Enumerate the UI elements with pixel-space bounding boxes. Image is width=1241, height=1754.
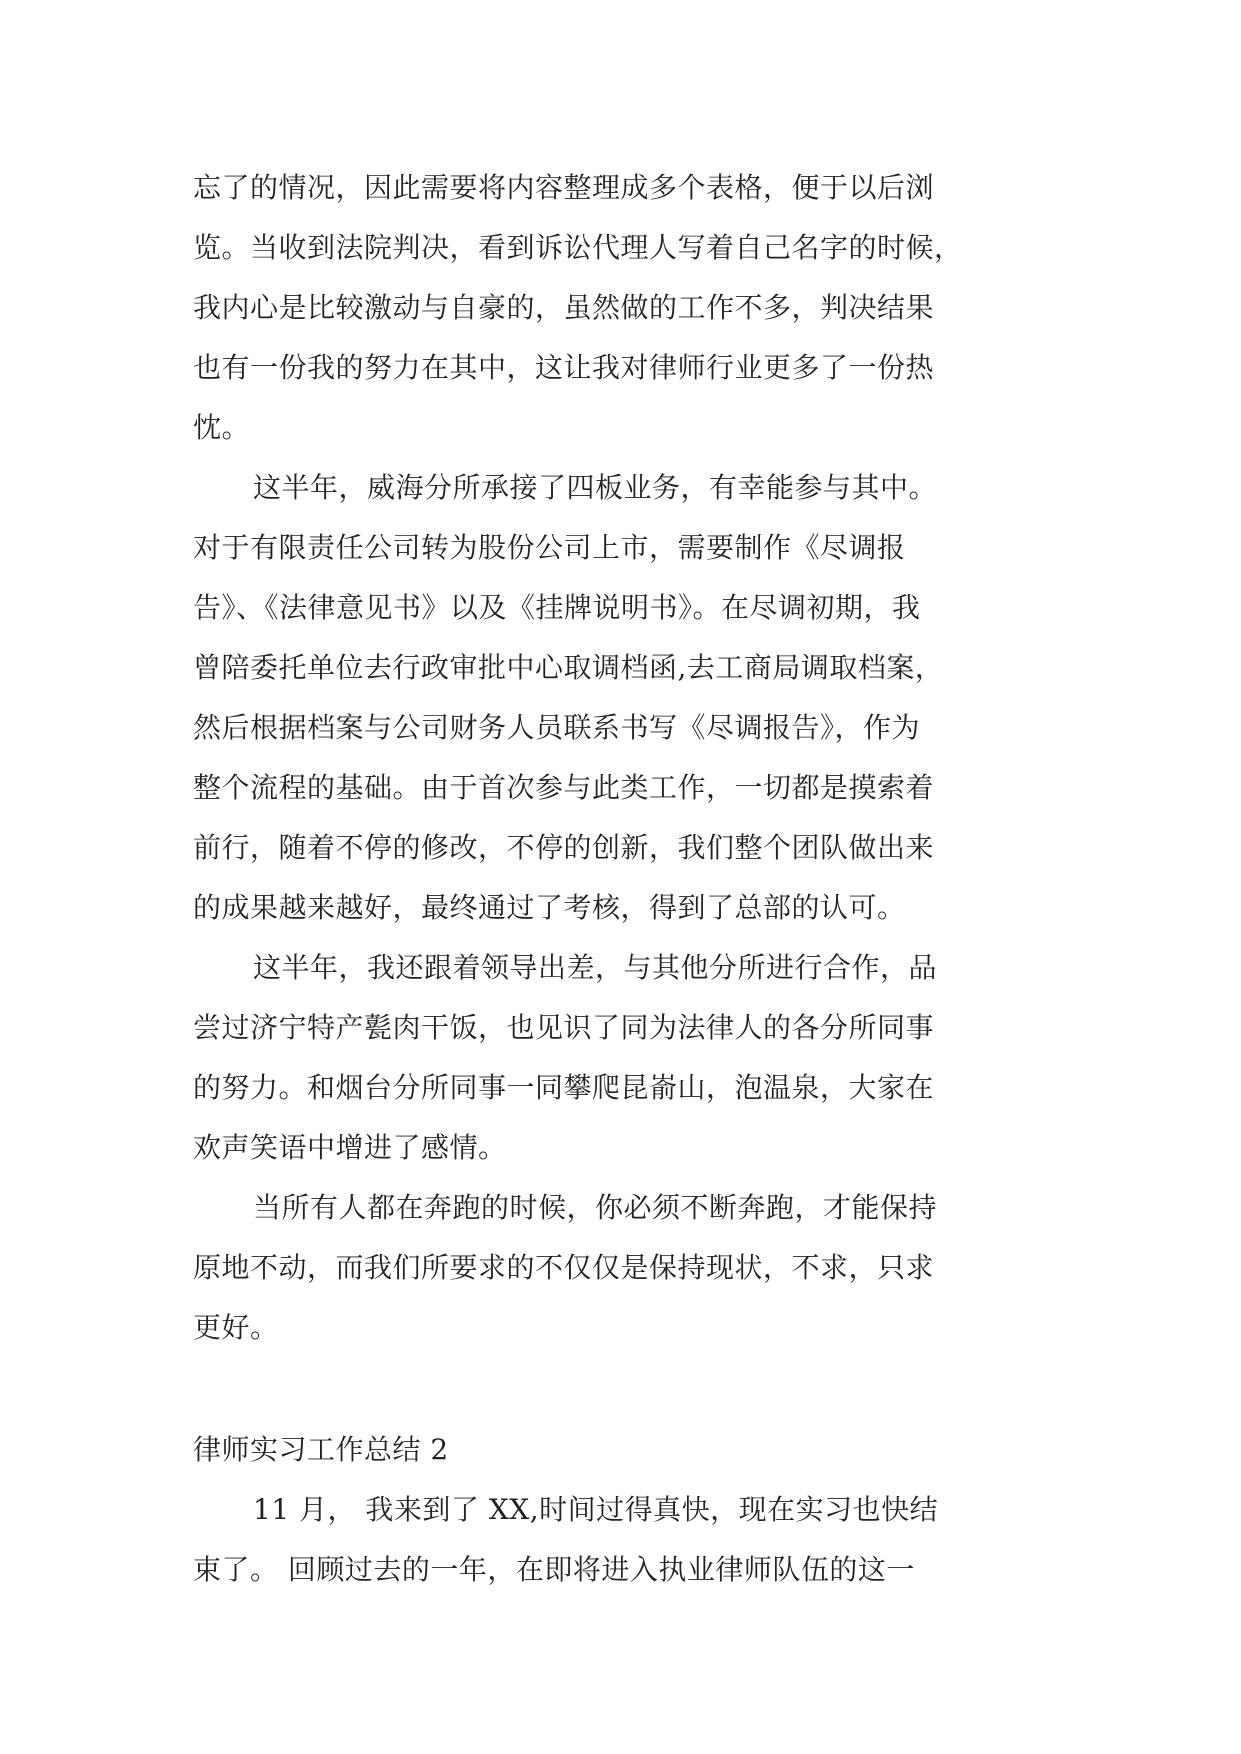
text-line: 也有一份我的努力在其中，这让我对律师行业更多了一份热 [193,351,935,384]
text-line: 曾陪委托单位去行政审批中心取调档函,去工商局调取档案， [193,651,944,684]
text-line: 前行，随着不停的修改，不停的创新，我们整个团队做出来 [193,831,935,864]
text-line: 这半年，我还跟着领导出差，与其他分所进行合作，品 [253,951,938,984]
section-title: 律师实习工作总结 2 [193,1433,449,1466]
text-line: 当所有人都在奔跑的时候，你必须不断奔跑，才能保持 [253,1191,938,1224]
paragraph-1 [193,158,1055,458]
paragraph-2 [193,458,1055,938]
text-line: 览。当收到法院判决，看到诉讼代理人写着自己名字的时候， [193,231,963,264]
paragraph-3 [193,938,1055,1178]
text-line: 束了。 回顾过去的一年，在即将进入执业律师队伍的这一 [193,1553,915,1586]
paragraph-4 [193,1178,1055,1358]
text-line: 忘了的情况，因此需要将内容整理成多个表格，便于以后浏 [193,171,935,204]
text-line: 的努力。和烟台分所同事一同攀爬昆嵛山，泡温泉，大家在 [193,1071,935,1104]
text-line: 整个流程的基础。由于首次参与此类工作，一切都是摸索着 [193,771,935,804]
text-line: 这半年，威海分所承接了四板业务，有幸能参与其中。 [253,471,938,504]
text-line: 我内心是比较激动与自豪的，虽然做的工作不多，判决结果 [193,291,935,324]
text-line: 忱。 [193,411,251,444]
text-line: 尝过济宁特产甏肉干饭，也见识了同为法律人的各分所同事 [193,1011,935,1044]
text-line: 的成果越来越好，最终通过了考核，得到了总部的认可。 [193,891,906,924]
text-line: 告》、《法律意见书》以及《挂牌说明书》。在尽调初期，我 [193,591,921,624]
text-line: 11 月， 我来到了 XX,时间过得真快，现在实习也快结 [253,1493,939,1526]
text-line: 原地不动，而我们所要求的不仅仅是保持现状，不求，只求 [193,1251,935,1284]
document-page [193,158,1055,1600]
text-line: 更好。 [193,1311,279,1344]
section-spacer [193,1358,1055,1420]
text-line: 对于有限责任公司转为股份公司上市，需要制作《尽调报 [193,531,906,564]
paragraph-5 [193,1480,1055,1600]
text-line: 欢声笑语中增进了感情。 [193,1131,507,1164]
text-line: 然后根据档案与公司财务人员联系书写《尽调报告》，作为 [193,711,921,744]
